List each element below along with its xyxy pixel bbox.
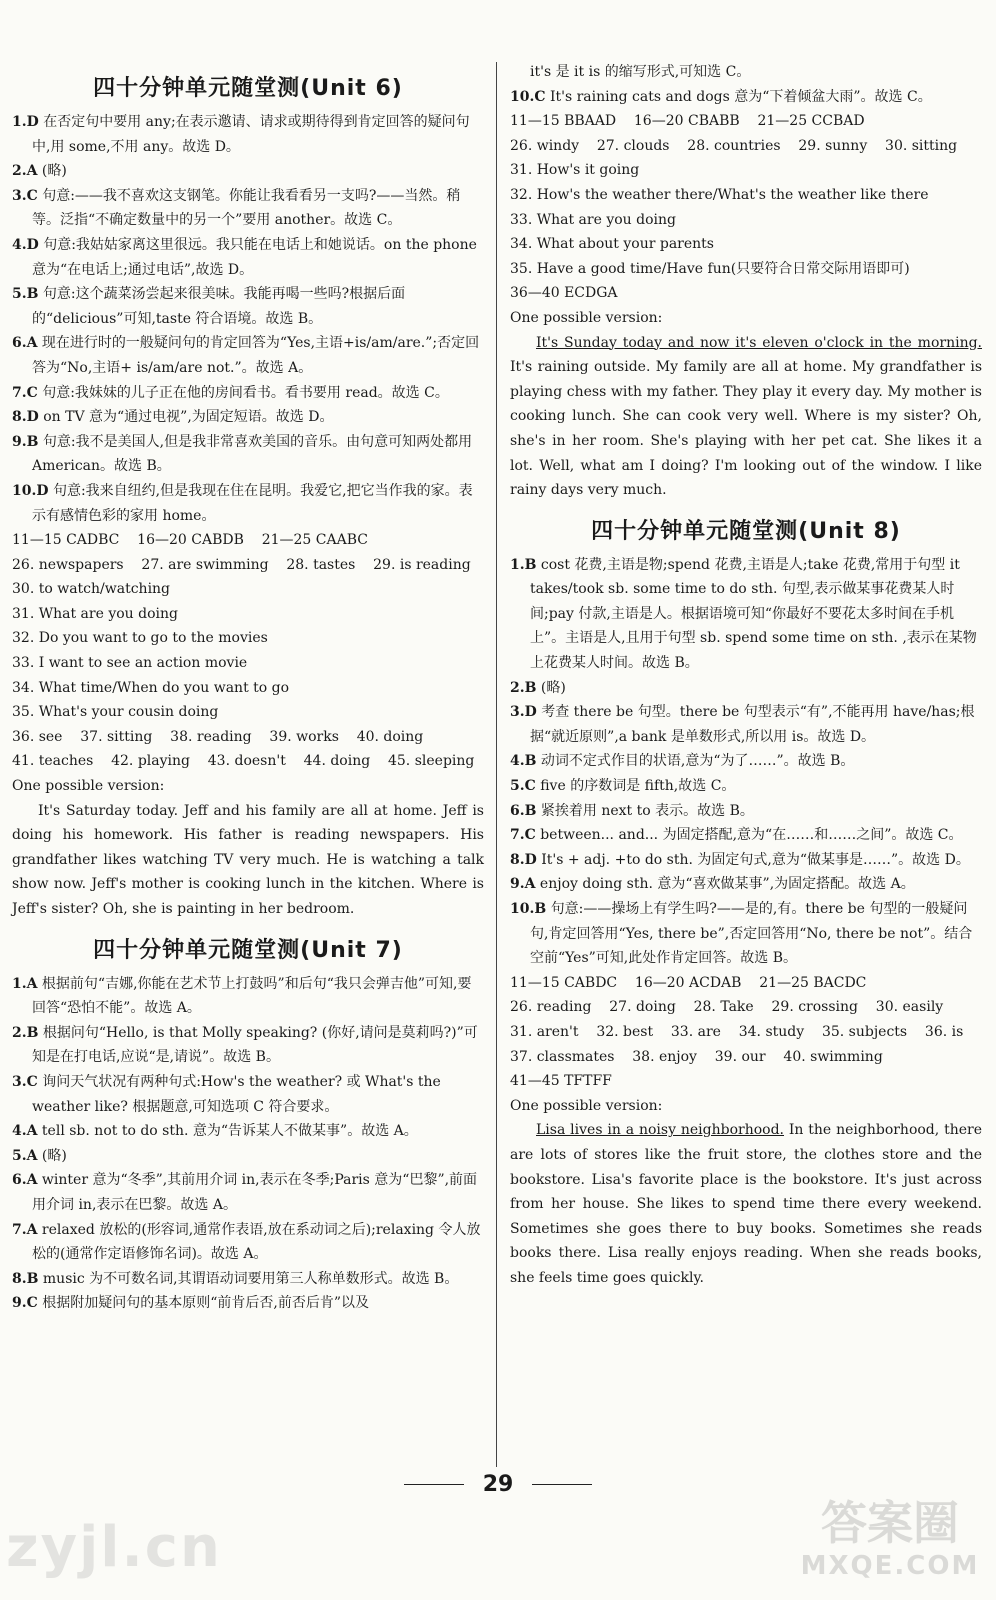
watermark-right-logo: 答案圈 — [821, 1496, 959, 1550]
answer-item — [510, 700, 982, 749]
answer-number: 1.D — [12, 114, 39, 130]
answer-explanation: 句意:我来自纽约,但是我现在住在昆明。我爱它,把它当作我的家。表示有感情色彩的家用 home。 — [32, 482, 473, 524]
page-footer — [0, 1472, 996, 1497]
answer-item — [12, 1119, 484, 1144]
answer-number: 10.C — [510, 88, 546, 105]
answer-number: 5.A — [12, 1147, 38, 1164]
answer-item — [12, 1267, 484, 1292]
answer-number: 8.D — [12, 409, 39, 426]
answer-number: 4.A — [12, 1123, 38, 1140]
unit6-answer-list — [12, 110, 484, 528]
answer-explanation: 紧挨着用 next to 表示。故选 B。 — [536, 802, 754, 819]
answer-explanation: 根据附加疑问句的基本原则“前肯后否,前否后肯”以及 — [37, 1295, 369, 1312]
answer-number: 3.C — [12, 187, 38, 204]
answer-number: 2.A — [12, 163, 38, 180]
answer-line: 35. What's your cousin doing — [12, 704, 219, 721]
answer-line: 32. Do you want to go to the movies — [12, 630, 268, 647]
answer-explanation: enjoy doing sth. 意为“喜欢做某事”,为固定搭配。故选 A。 — [535, 876, 915, 893]
answer-explanation: 在否定句中要用 any;在表示邀请、请求或期待得到肯定回答的疑问句中,用 some,不用 any。故选 D。 — [32, 114, 470, 155]
answer-explanation: 根据前句“吉娜,你能在艺术节上打鼓吗”和后句“我只会弹吉他”可知,要回答“恐怕不能”。故选 A。 — [32, 975, 472, 1017]
answer-item — [12, 331, 484, 380]
answer-item — [12, 405, 484, 430]
answer-line: 31. What are you doing — [12, 605, 178, 622]
answer-number: 3.C — [12, 1073, 38, 1090]
answer-line: 34. What about your parents — [510, 236, 714, 253]
unit7-continued-answer-list — [510, 85, 982, 110]
answer-line: 36. see 37. sitting 38. reading 39. works 40. doing — [12, 728, 424, 745]
answer-line: 33. What are you doing — [510, 211, 676, 228]
answer-item — [12, 282, 484, 331]
unit7-continued-line: it's 是 it is 的缩写形式,可知选 C。 — [530, 64, 751, 80]
answer-number: 5.B — [12, 286, 39, 303]
unit8-essay-rest: In the neighborhood, there are lots of stores like the fruit store, the clothes store and the bookstore. Lisa's favorite place is the bookstore. It's just across from her house. She likes to spend time there every weekend. Sometimes she goes there to buy books. Sometimes she reads books there. Lisa really enjoys reading. When she reads books, she feels time goes quickly. — [510, 1122, 983, 1286]
answer-line: 34. What time/When do you want to go — [12, 679, 290, 696]
answer-number: 3.D — [510, 704, 537, 721]
unit8-answer-list — [510, 553, 982, 971]
answer-line: 26. newspapers 27. are swimming 28. tastes 29. is reading — [12, 556, 471, 573]
answer-explanation: (略) — [37, 163, 67, 180]
answer-explanation: cost 花费,主语是物;spend 花费,主语是人;take 花费,常用于句型 it takes/took sb. some time to do sth. 句型,表示做某事花费某人时间;pay 付款,主语是人。根据语境可知“你最好不要花太多时间在手机上”。主语是人,且用于句型 sb. spend some time on sth. ,表示在某物上花费某人时间。故选 B。 — [530, 556, 977, 672]
answer-item — [12, 972, 484, 1021]
answer-line: 41—45 TFTFF — [510, 1073, 612, 1090]
watermark-right — [790, 1495, 990, 1581]
unit6-answer-lines — [12, 528, 484, 774]
answer-number: 4.D — [12, 236, 39, 253]
answer-item — [12, 1168, 484, 1217]
answer-item — [510, 897, 982, 971]
answer-explanation: (略) — [37, 1147, 67, 1164]
answer-item — [510, 676, 982, 701]
answer-item — [510, 848, 982, 873]
unit7-version-label: One possible version: — [510, 309, 663, 326]
unit7-essay — [510, 331, 982, 503]
answer-explanation: 句意:——我不喜欢这支钢笔。你能让我看看另一支吗?——当然。稍等。泛指“不确定数量中的另一个”要用 another。故选 C。 — [32, 187, 461, 229]
unit7-continued-answer-lines — [510, 109, 982, 306]
answer-line: 11—15 CADBC 16—20 CABDB 21—25 CAABC — [12, 532, 368, 549]
watermark-right-domain: MXQE.COM — [800, 1551, 980, 1581]
answer-explanation: on TV 意为“通过电视”,为固定短语。故选 D。 — [38, 409, 334, 426]
answer-explanation: 句意:这个蔬菜汤尝起来很美味。我能再喝一些吗?根据后面的“delicious”可知,taste 符合语境。故选 B。 — [32, 286, 406, 327]
footer-rule-left — [404, 1484, 464, 1485]
answer-line: 37. classmates 38. enjoy 39. our 40. swimming — [510, 1048, 883, 1065]
answer-number: 10.B — [510, 901, 547, 917]
answer-item — [12, 479, 484, 528]
answer-line: 11—15 BBAAD 16—20 CBABB 21—25 CCBAD — [510, 113, 865, 130]
answer-explanation: 句意:我姑姑家离这里很远。我只能在电话上和她说话。on the phone 意为“在电话上;通过电话”,故选 D。 — [32, 236, 477, 278]
answer-item — [12, 110, 484, 159]
page-top-margin — [0, 0, 996, 52]
unit6-essay: It's Saturday today. Jeff and his family are all at home. Jeff is doing his homework. His father is reading newspapers. His grandfather likes watching TV very much. He is watching a talk show now. Jeff's mother is cooking lunch in the kitchen. Where is Jeff's sister? Oh, she is painting in her bedroom. — [12, 802, 484, 917]
unit8-essay-underlined: Lisa lives in a noisy neighborhood. — [536, 1122, 784, 1139]
answer-explanation: 询问天气状况有两种句式:How's the weather? 或 What's the weather like? 根据题意,可知选项 C 符合要求。 — [32, 1073, 441, 1115]
answer-number: 2.B — [12, 1024, 39, 1041]
answer-explanation: (略) — [536, 679, 566, 696]
answer-item — [12, 1144, 484, 1169]
answer-item — [510, 85, 982, 110]
answer-number: 6.B — [510, 802, 537, 819]
answer-explanation: 动词不定式作目的状语,意为“为了……”。故选 B。 — [536, 753, 855, 770]
answer-number: 8.D — [510, 851, 537, 868]
answer-line: 26. windy 27. clouds 28. countries 29. sunny 30. sitting — [510, 137, 958, 154]
answer-item — [12, 159, 484, 184]
section-title-unit8: 四十分钟单元随堂测(Unit 8) — [591, 518, 901, 544]
section-title-unit6: 四十分钟单元随堂测(Unit 6) — [93, 76, 403, 101]
answer-number: 9.A — [510, 876, 536, 893]
answer-line: 36—40 ECDGA — [510, 285, 618, 302]
answer-explanation: tell sb. not to do sth. 意为“告诉某人不做某事”。故选 A。 — [37, 1123, 418, 1140]
answer-explanation: 考查 there be 句型。there be 句型表示“有”,不能再用 have/has;根据“就近原则”,a bank 是单数形式,所以用 is。故选 D。 — [530, 704, 975, 745]
answer-explanation: 根据问句“Hello, is that Molly speaking? (你好,请问是莫莉吗?)”可知是在打电话,应说“是,请说”。故选 B。 — [32, 1024, 478, 1066]
answer-item — [12, 233, 484, 282]
page-number: 29 — [482, 1472, 514, 1497]
answer-item — [510, 749, 982, 774]
unit8-answer-lines — [510, 971, 982, 1094]
answer-item — [510, 553, 982, 676]
answer-number: 1.B — [510, 556, 537, 573]
answer-line: 31. aren't 32. best 33. are 34. study 35. subjects 36. is — [510, 1023, 964, 1040]
answer-explanation: between... and... 为固定搭配,意为“在……和……之间”。故选 C。 — [535, 827, 963, 844]
answer-number: 7.C — [12, 384, 38, 401]
unit6-version-label: One possible version: — [12, 778, 165, 795]
answer-number: 7.C — [510, 827, 536, 844]
answer-number: 5.C — [510, 778, 536, 795]
answer-explanation: 句意:——操场上有学生吗?——是的,有。there be 句型的一般疑问句,肯定回答用“Yes, there be”,否定回答用“No, there be not”。结合空前“Yes”可知,此处作肯定回答。故选 B。 — [530, 901, 973, 967]
answer-number: 6.A — [12, 1172, 38, 1189]
answer-explanation: 句意:我妹妹的儿子正在他的房间看书。看书要用 read。故选 C。 — [37, 384, 449, 401]
unit7-essay-underlined: It's Sunday today and now it's eleven o'clock in the morning. — [536, 334, 982, 351]
answer-explanation: music 为不可数名词,其谓语动词要用第三人称单数形式。故选 B。 — [38, 1270, 459, 1287]
answer-item — [12, 1291, 484, 1316]
answer-item — [12, 430, 484, 479]
answer-line: 11—15 CABDC 16—20 ACDAB 21—25 BACDC — [510, 974, 867, 991]
answer-explanation: relaxed 放松的(形容词,通常作表语,放在系动词之后);relaxing 令人放松的(通常作定语修饰名词)。故选 A。 — [32, 1221, 481, 1263]
answer-item — [12, 184, 484, 233]
answer-number: 2.B — [510, 679, 537, 696]
answer-explanation: It's + adj. +to do sth. 为固定句式,意为“做某事是……”。故选 D。 — [536, 851, 970, 868]
answer-line: 31. How's it going — [510, 162, 640, 179]
answer-line: 30. to watch/watching — [12, 581, 171, 598]
unit8-essay — [510, 1118, 982, 1290]
answer-explanation: 现在进行时的一般疑问句的肯定回答为“Yes,主语+is/am/are.”;否定回答为“No,主语+ is/am/are not.”。故选 A。 — [32, 335, 480, 376]
footer-rule-right — [532, 1484, 592, 1485]
answer-number: 8.B — [12, 1270, 39, 1287]
unit7-answer-list — [12, 972, 484, 1316]
answer-number: 9.B — [12, 433, 39, 450]
answer-number: 6.A — [12, 335, 38, 352]
answer-item — [510, 872, 982, 897]
answer-item — [510, 823, 982, 848]
answer-explanation: It's raining cats and dogs 意为“下着倾盆大雨”。故选 C。 — [545, 88, 932, 105]
answer-item — [12, 1070, 484, 1119]
answer-line: 41. teaches 42. playing 43. doesn't 44. doing 45. sleeping — [12, 753, 475, 770]
answer-explanation: winter 意为“冬季”,其前用介词 in,表示在冬季;Paris 意为“巴黎”,前面用介词 in,表示在巴黎。故选 A。 — [32, 1172, 478, 1213]
answer-line: 26. reading 27. doing 28. Take 29. crossing 30. easily — [510, 999, 944, 1016]
column-divider — [496, 62, 497, 1467]
answer-number: 1.A — [12, 975, 38, 992]
answer-number: 4.B — [510, 753, 537, 770]
left-column — [12, 60, 484, 1316]
answer-number: 7.A — [12, 1221, 38, 1238]
answer-number: 10.D — [12, 482, 49, 499]
answer-item — [510, 799, 982, 824]
answer-line: 33. I want to see an action movie — [12, 655, 248, 672]
answer-explanation: five 的序数词是 fifth,故选 C。 — [535, 778, 736, 795]
answer-explanation: 句意:我不是美国人,但是我非常喜欢美国的音乐。由句意可知两处都用 American。故选 B。 — [32, 433, 473, 475]
section-title-unit7: 四十分钟单元随堂测(Unit 7) — [93, 937, 403, 963]
unit7-essay-rest: It's raining outside. My family are all at home. My grandfather is playing chess with my father. They play it every day. My mother is cooking lunch. She can cook very well. Where is my sister? Oh, she's in her room. She's playing with her pet cat. She likes it a lot. Well, what am I doing? I'm looking out of the window. I like rainy days very much. — [510, 359, 982, 499]
answer-line: 35. Have a good time/Have fun(只要符合日常交际用语即可) — [510, 260, 910, 277]
unit8-version-label: One possible version: — [510, 1097, 663, 1114]
watermark-left: zyjl.cn — [6, 1515, 222, 1580]
answer-line: 32. How's the weather there/What's the weather like there — [510, 186, 929, 203]
right-column — [510, 60, 982, 1291]
answer-item — [12, 1218, 484, 1267]
answer-item — [12, 381, 484, 406]
answer-number: 9.C — [12, 1295, 38, 1312]
answer-item — [12, 1021, 484, 1070]
answer-item — [510, 774, 982, 799]
